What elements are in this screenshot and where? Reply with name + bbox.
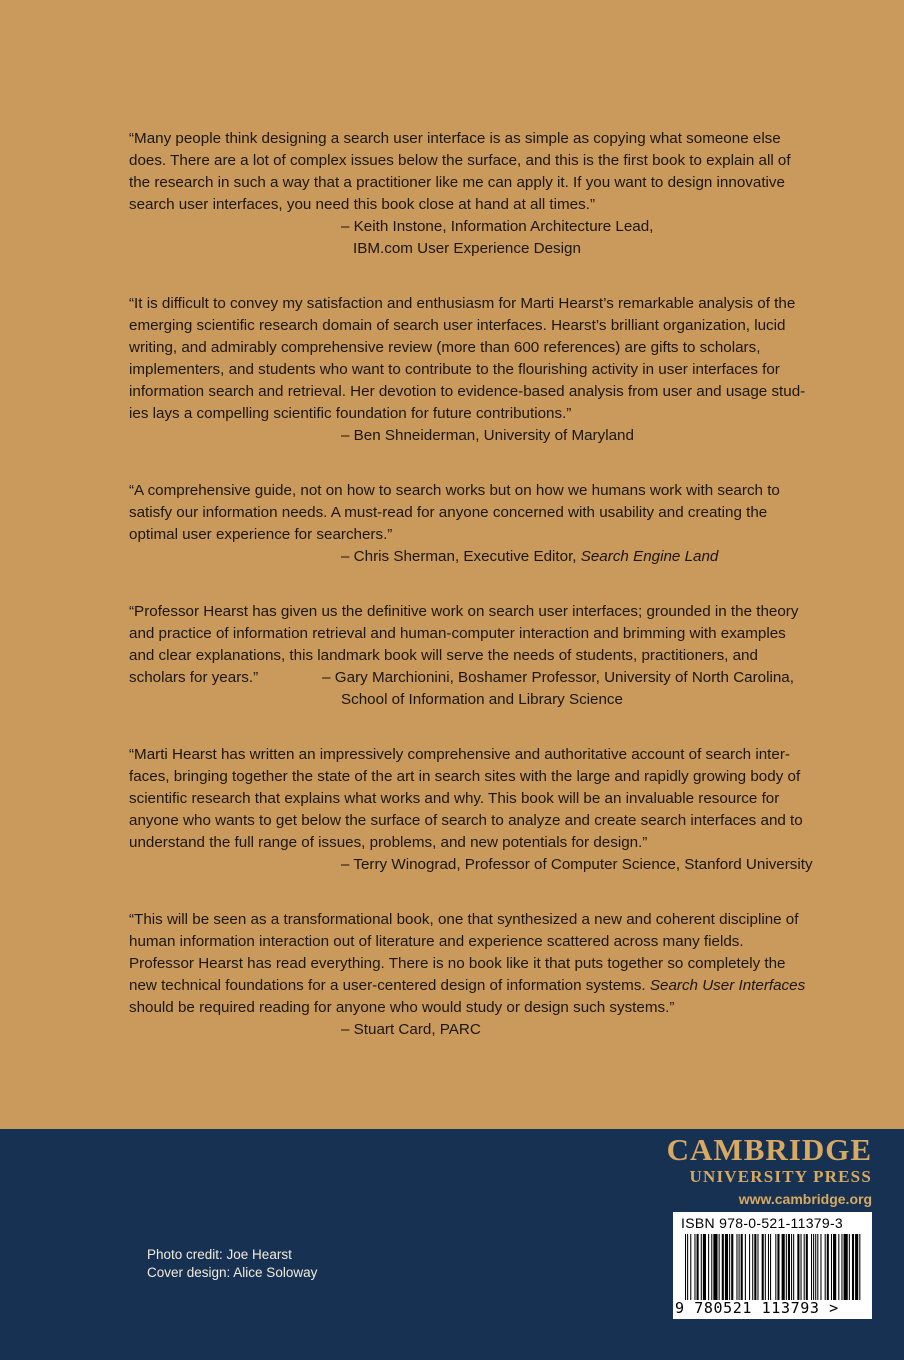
barcode-bar (731, 1234, 733, 1300)
endorsements (129, 128, 819, 1074)
barcode-bar (852, 1234, 854, 1300)
quote-line: faces, bringing together the state of the art in search sites with the large and rapidly growing body of (129, 768, 801, 785)
quote-attribution: – Keith Instone, Information Architecture Lead, IBM.com User Experience Design (341, 218, 654, 257)
quote-attribution-continued: School of Information and Library Science (341, 691, 623, 708)
barcode-bar (855, 1234, 858, 1300)
barcode-bar (711, 1234, 712, 1300)
barcode-bar (694, 1234, 695, 1300)
barcode-bar (762, 1234, 764, 1300)
quote-line: and clear explanations, this landmark book will serve the needs of students, practitioners, and (129, 647, 758, 664)
photo-credit: Photo credit: Joe Hearst (147, 1247, 292, 1262)
publisher-url: www.cambridge.org (738, 1191, 872, 1207)
barcode-bar (791, 1234, 792, 1300)
quote-text (129, 293, 819, 425)
quote-line: optimal user experience for searchers.” (129, 526, 393, 543)
barcode-bar (838, 1234, 839, 1300)
cover-design-credit: Cover design: Alice Soloway (147, 1265, 318, 1280)
isbn-label: ISBN 978-0-521-11379-3 (681, 1215, 843, 1231)
barcode-bar (770, 1234, 771, 1300)
barcode-bar (788, 1234, 790, 1300)
barcode-bar (757, 1234, 758, 1300)
quote-text (129, 909, 819, 1019)
quote-text (129, 128, 819, 216)
barcode-bar (793, 1234, 794, 1300)
barcode-bar (722, 1234, 724, 1300)
barcode-bar (701, 1234, 702, 1300)
barcode-bar (745, 1234, 746, 1300)
barcode-bar (741, 1234, 743, 1300)
barcode-bar (719, 1234, 720, 1300)
barcode-bar (752, 1234, 753, 1300)
barcode-panel (673, 1212, 872, 1319)
quote-line: “This will be seen as a transformational book, one that synthesized a new and coherent discipline of (129, 911, 799, 928)
barcode-bar (687, 1234, 688, 1300)
quote-line: satisfy our information needs. A must-read for anyone concerned with usability and creating the (129, 504, 768, 521)
quote-line: the research in such a way that a practitioner like me can apply it. If you want to design innovative (129, 174, 785, 191)
barcode-bar (844, 1234, 848, 1300)
credits (147, 1246, 317, 1282)
quote-line: anyone who wants to get below the surface of search to analyze and create search interfaces and to (129, 812, 803, 829)
barcode-bar (815, 1234, 816, 1300)
quote-attribution: – Ben Shneiderman, University of Maryland (341, 427, 634, 444)
barcode-bar (841, 1234, 842, 1300)
quote-line: understand the full range of issues, problems, and new potentials for design.” (129, 834, 648, 851)
publisher-name: CAMBRIDGE (666, 1132, 872, 1167)
barcode-bar (703, 1234, 706, 1300)
barcode-bar (820, 1234, 821, 1300)
quote-line: writing, and admirably comprehensive review (more than 600 references) are gifts to scholars, (129, 339, 761, 356)
quote-line: does. There are a lot of complex issues below the surface, and this is the first book to explain all of (129, 152, 791, 169)
book-title: Search User Interfaces (649, 977, 806, 994)
quote-text (129, 601, 819, 689)
quote-line: should be required reading for anyone who would study or design such systems.” (129, 999, 675, 1016)
barcode-bar (739, 1234, 740, 1300)
barcode-digits: 9 780521 113793 > (675, 1299, 839, 1317)
barcode-bar (768, 1234, 769, 1300)
barcode-icon (685, 1234, 861, 1300)
quote-line: human information interaction out of literature and experience scattered across many fields. (129, 933, 744, 950)
barcode-bar (725, 1234, 728, 1300)
quote-marchionini (129, 601, 819, 711)
barcode-bar (831, 1234, 832, 1300)
quote-line: ies lays a compelling scientific foundation for future contributions.” (129, 405, 572, 422)
barcode-bar (806, 1234, 808, 1300)
quote-text (129, 744, 819, 854)
barcode-bar (708, 1234, 709, 1300)
quote-line: new technical foundations for a user-centered design of information systems. (129, 977, 650, 994)
barcode-bar (811, 1234, 812, 1300)
quote-attribution: – Gary Marchionini, Boshamer Professor, University of North Carolina, (322, 669, 794, 686)
quote-line: Professor Hearst has read everything. There is no book like it that puts together so completely the (129, 955, 786, 972)
quote-winograd (129, 744, 819, 876)
barcode-bar (697, 1234, 699, 1300)
quote-line: “It is difficult to convey my satisfaction and enthusiasm for Marti Hearst’s remarkable analysis of the (129, 295, 796, 312)
quote-line: scholars for years.” (129, 669, 259, 686)
quote-line: search user interfaces, you need this book close at hand at all times.” (129, 196, 595, 213)
quote-card (129, 909, 819, 1041)
quote-attribution: – Terry Winograd, Professor of Computer Science, Stanford University (341, 856, 813, 873)
barcode-bar (685, 1234, 686, 1300)
barcode-bar (782, 1234, 785, 1300)
barcode-bar (813, 1234, 814, 1300)
barcode-bar (801, 1234, 802, 1300)
barcode-bar (736, 1234, 737, 1300)
barcode-bar (797, 1234, 799, 1300)
barcode-bar (849, 1234, 850, 1300)
quote-attribution: – Chris Sherman, Executive Editor, Search Engine Land (341, 548, 719, 565)
publisher-subtitle: UNIVERSITY PRESS (689, 1167, 872, 1186)
publisher-logo (667, 1133, 872, 1208)
barcode-bar (713, 1234, 717, 1300)
quote-line: scientific research that explains what works and why. This book will be an invaluable resource for (129, 790, 780, 807)
barcode-bar (777, 1234, 779, 1300)
quote-sherman (129, 480, 819, 568)
barcode-bar (765, 1234, 766, 1300)
quote-line: “A comprehensive guide, not on how to search works but on how we humans work with search to (129, 482, 780, 499)
publication-title: Search Engine Land (580, 548, 719, 565)
barcode-bar (754, 1234, 756, 1300)
quote-attribution: – Stuart Card, PARC (341, 1021, 481, 1038)
barcode-bar (804, 1234, 805, 1300)
quote-line: emerging scientific research domain of search user interfaces. Hearst’s brilliant organization, lucid (129, 317, 786, 334)
barcode-bar (729, 1234, 730, 1300)
quote-shneiderman (129, 293, 819, 447)
barcode-bar (817, 1234, 818, 1300)
barcode-bar (825, 1234, 826, 1300)
quote-line: information search and retrieval. Her devotion to evidence-based analysis from user and usage stud- (129, 383, 806, 400)
barcode-bar (690, 1234, 691, 1300)
barcode-bar (786, 1234, 787, 1300)
quote-line: “Marti Hearst has written an impressively comprehensive and authoritative account of search inter- (129, 746, 790, 763)
barcode-bar (859, 1234, 860, 1300)
quote-instone (129, 128, 819, 260)
barcode-bar (827, 1234, 829, 1300)
barcode-bar (833, 1234, 836, 1300)
quote-line: implementers, and students who want to contribute to the flourishing activity in user interfaces for (129, 361, 780, 378)
quote-line: “Professor Hearst has given us the definitive work on search user interfaces; grounded in the theory (129, 603, 799, 620)
quote-line: and practice of information retrieval and human-computer interaction and brimming with examples (129, 625, 786, 642)
quote-line: “Many people think designing a search user interface is as simple as copying what someone else (129, 130, 781, 147)
barcode-bar (775, 1234, 776, 1300)
barcode-bar (749, 1234, 750, 1300)
quote-text (129, 480, 819, 546)
